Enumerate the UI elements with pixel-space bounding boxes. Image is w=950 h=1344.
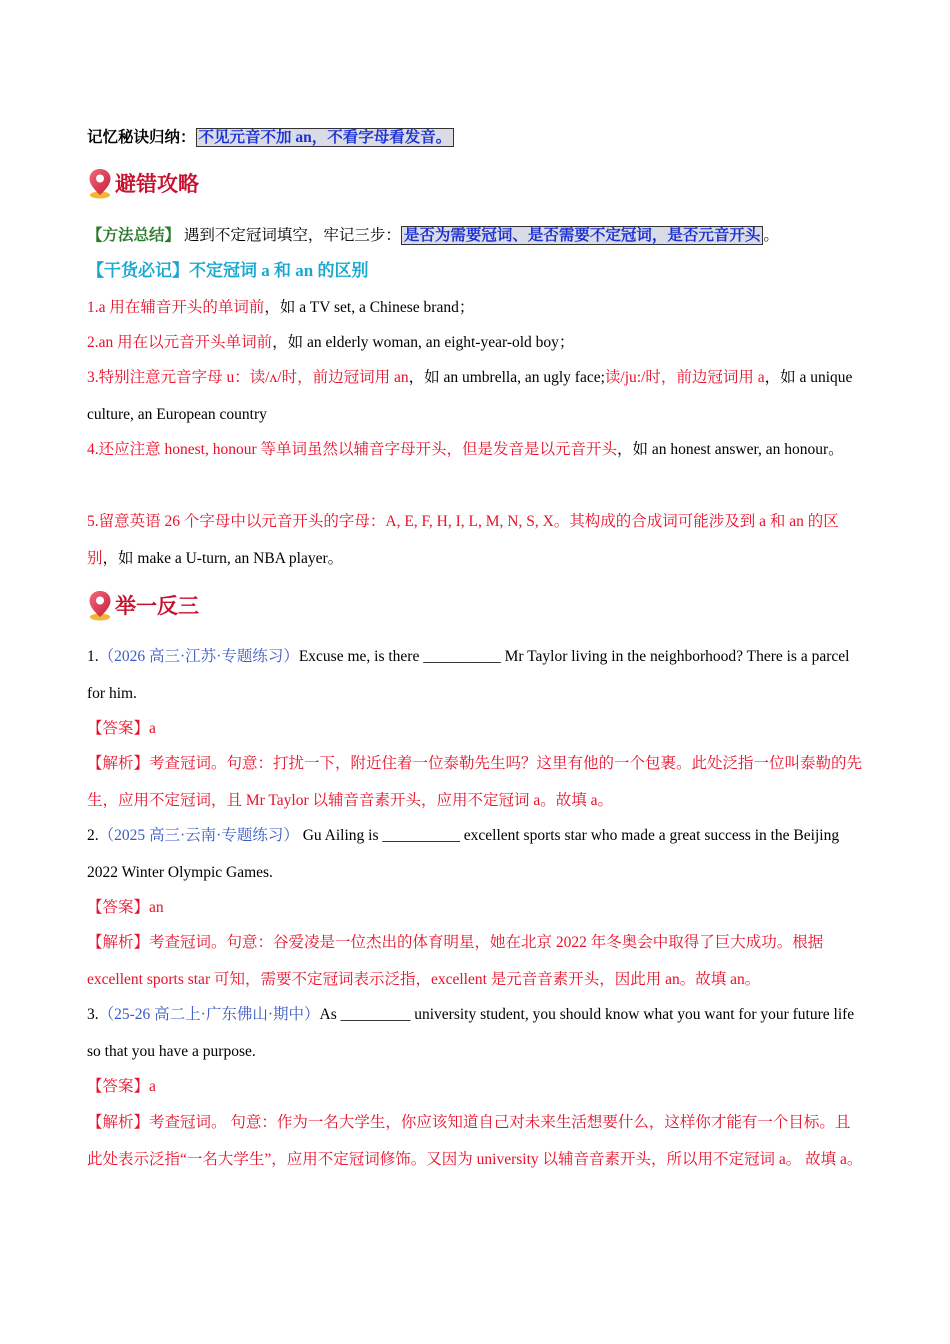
map-pin-icon <box>87 167 113 199</box>
section-heading-avoid-errors <box>87 166 199 200</box>
method-label: 【方法总结】 <box>87 227 181 244</box>
question-1: 1.（2026 高三·江苏·专题练习）Excuse me, is there __________ Mr Taylor living in the neighborhood? There is a parcel for him. <box>87 648 850 702</box>
ganhuo-heading <box>87 252 865 290</box>
question-source: （2026 高三·江苏·专题练习） <box>98 648 299 665</box>
question-source: （25-26 高二上·广东佛山·期中） <box>98 1006 320 1023</box>
method-summary <box>87 217 865 254</box>
method-end: 。 <box>763 227 779 244</box>
memory-label: 记忆秘诀归纳： <box>87 129 196 146</box>
section-title: 举一反三 <box>115 594 199 618</box>
rule-item: 1.a 用在辅音开头的单词前，如 a TV set, a Chinese brand； <box>87 299 475 316</box>
answer-1: 【答案】a <box>87 720 156 737</box>
analysis-2: 【解析】考查冠词。句意：谷爱凌是一位杰出的体育明星，她在北京 2022 年冬奥会中取得了巨大成功。根据 excellent sports star 可知，需要不定冠词表示泛指，excellent 是元音音素开头，因此用 an。故填 an。 <box>87 934 824 988</box>
answer-2: 【答案】an <box>87 899 164 916</box>
question-text: Gu Ailing is __________ excellent sports star who made a great success in the Beijing 2022 Winter Olympic Games. <box>87 827 840 881</box>
section-title: 避错攻略 <box>115 172 199 196</box>
section-heading-practice <box>87 588 199 622</box>
rule-item: 4.还应注意 honest, honour 等单词虽然以辅音字母开头，但是发音是以元音开头，如 an honest answer, an honour。 <box>87 441 844 458</box>
question-3: 3.（25-26 高二上·广东佛山·期中）As _________ university student, you should know what you want for your future life so that you have a purpose. <box>87 1006 855 1060</box>
memory-tip <box>87 119 865 156</box>
map-pin-icon <box>87 589 113 621</box>
rule-item: 3.特别注意元音字母 u：读/ʌ/时，前边冠词用 an，如 an umbrella, an ugly face;读/ju:/时，前边冠词用 a，如 a unique culture, an European country <box>87 369 853 423</box>
memory-highlight: 不见元音不加 an，不看字母看发音。 <box>196 128 455 147</box>
rule-item: 2.an 用在以元音开头单词前，如 an elderly woman, an eight-year-old boy； <box>87 334 575 351</box>
question-source: （2025 高三·云南·专题练习） <box>98 827 299 844</box>
ganhuo-text: 【干货必记】不定冠词 a 和 an 的区别 <box>87 261 369 280</box>
method-text: 遇到不定冠词填空，牢记三步： <box>180 227 401 244</box>
question-text: Excuse me, is there __________ Mr Taylor living in the neighborhood? There is a parcel for him. <box>87 648 850 702</box>
method-highlight: 是否为需要冠词、是否需要不定冠词，是否元音开头 <box>401 226 764 245</box>
analysis-1: 【解析】考查冠词。句意：打扰一下，附近住着一位泰勒先生吗？这里有他的一个包裹。此处泛指一位叫泰勒的先生，应用不定冠词，且 Mr Taylor 以辅音音素开头，应用不定冠词 a。故填 a。 <box>87 755 863 809</box>
question-2: 2.（2025 高三·云南·专题练习） Gu Ailing is __________ excellent sports star who made a great success in the Beijing 2022 Winter Olympic Games. <box>87 827 840 881</box>
analysis-3: 【解析】考查冠词。 句意：作为一名大学生，你应该知道自己对未来生活想要什么，这样你才能有一个目标。且此处表示泛指“一名大学生”，应用不定冠词修饰。又因为 university 以辅音音素开头，所以用不定冠词 a。 故填 a。 <box>87 1114 863 1168</box>
answer-3: 【答案】a <box>87 1078 156 1095</box>
rule-item: 5.留意英语 26 个字母中以元音开头的字母：A, E, F, H, I, L, M, N, S, X。其构成的合成词可能涉及到 a 和 an 的区别，如 make a U-turn, an NBA player。 <box>87 513 839 567</box>
question-text: As _________ university student, you should know what you want for your future life so that you have a purpose. <box>87 1006 855 1060</box>
